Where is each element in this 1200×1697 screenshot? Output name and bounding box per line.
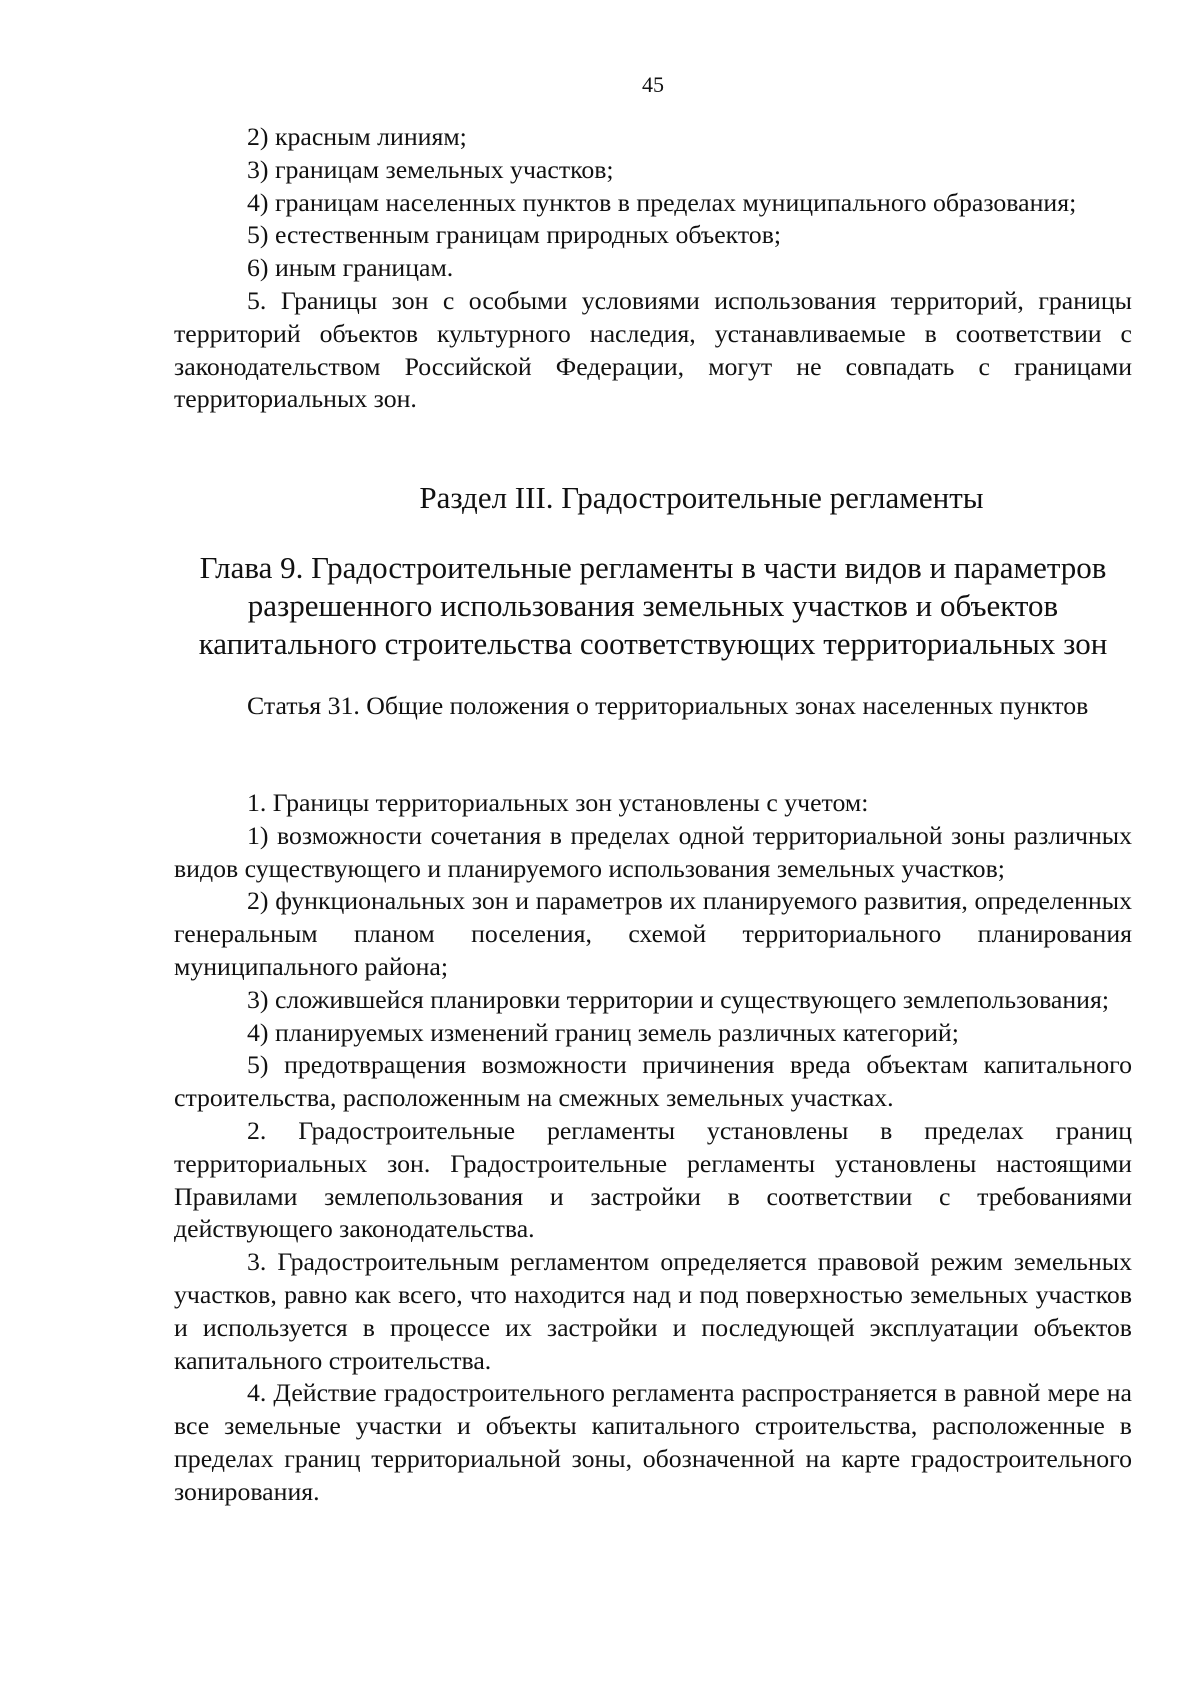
list-item: 6) иным границам. xyxy=(247,253,454,283)
article-paragraph: 2. Градостроительные регламенты установлены в пределах границ территориальных зон. Градостроительные регламенты установлены настоящими Правилами землепользования и застройки в соответствии с требованиями действующего законодательства. xyxy=(174,1115,1132,1244)
article-paragraph: 2) функциональных зон и параметров их планируемого развития, определенных генеральным планом поселения, схемой территориального планирования муниципального района; xyxy=(174,886,1132,981)
article-paragraph: 1. Границы территориальных зон установлены с учетом: xyxy=(247,788,869,817)
list-item: 4) границам населенных пунктов в пределах муниципального образования; xyxy=(247,187,1077,217)
article-body xyxy=(174,787,1132,1509)
paragraph-5: 5. Границы зон с особыми условиями использования территорий, границы территорий объектов культурного наследия, устанавливаемые в соответствии с законодательством Российской Федерации, могут не совпадать с границами территориальных зон. xyxy=(174,285,1132,414)
article-paragraph: 1) возможности сочетания в пределах одной территориальной зоны различных видов существующего и планируемого использования земельных участков; xyxy=(174,820,1132,883)
chapter-title-line: капитального строительства соответствующих территориальных зон xyxy=(198,626,1108,661)
article-heading-block xyxy=(174,690,1132,723)
article-paragraph: 3. Градостроительным регламентом определяется правовой режим земельных участков, равно как всего, что находится над и под поверхностью земельных участков и используется в процессе их застройки и последующей эксплуатации объектов капитального строительства. xyxy=(174,1247,1132,1375)
page-number: 45 xyxy=(642,72,664,97)
list-item: 5) естественным границам природных объектов; xyxy=(247,220,782,250)
list-item: 3) границам земельных участков; xyxy=(247,154,614,184)
article-paragraph: 5) предотвращения возможности причинения вреда объектам капитального строительства, расположенным на смежных земельных участках. xyxy=(174,1050,1132,1113)
chapter-title-line: Глава 9. Градостроительные регламенты в части видов и параметров xyxy=(199,550,1107,585)
article-paragraph: 4) планируемых изменений границ земель различных категорий; xyxy=(247,1017,959,1047)
section-title: Раздел III. Градостроительные регламенты xyxy=(419,480,984,515)
list-top xyxy=(174,121,1132,416)
list-item: 2) красным линиям; xyxy=(247,122,467,151)
chapter-title-line: разрешенного использования земельных участков и объектов xyxy=(247,588,1059,623)
article-title: Статья 31. Общие положения о территориальных зонах населенных пунктов xyxy=(247,691,1089,720)
article-paragraph: 3) сложившейся планировки территории и существующего землепользования; xyxy=(247,984,1110,1014)
article-paragraph: 4. Действие градостроительного регламента распространяется в равной мере на все земельные участки и объекты капитального строительства, расположенные в пределах границ территориальной зоны, обозначенной на карте градостроительного зонирования. xyxy=(174,1378,1132,1506)
chapter-title xyxy=(174,549,1132,663)
